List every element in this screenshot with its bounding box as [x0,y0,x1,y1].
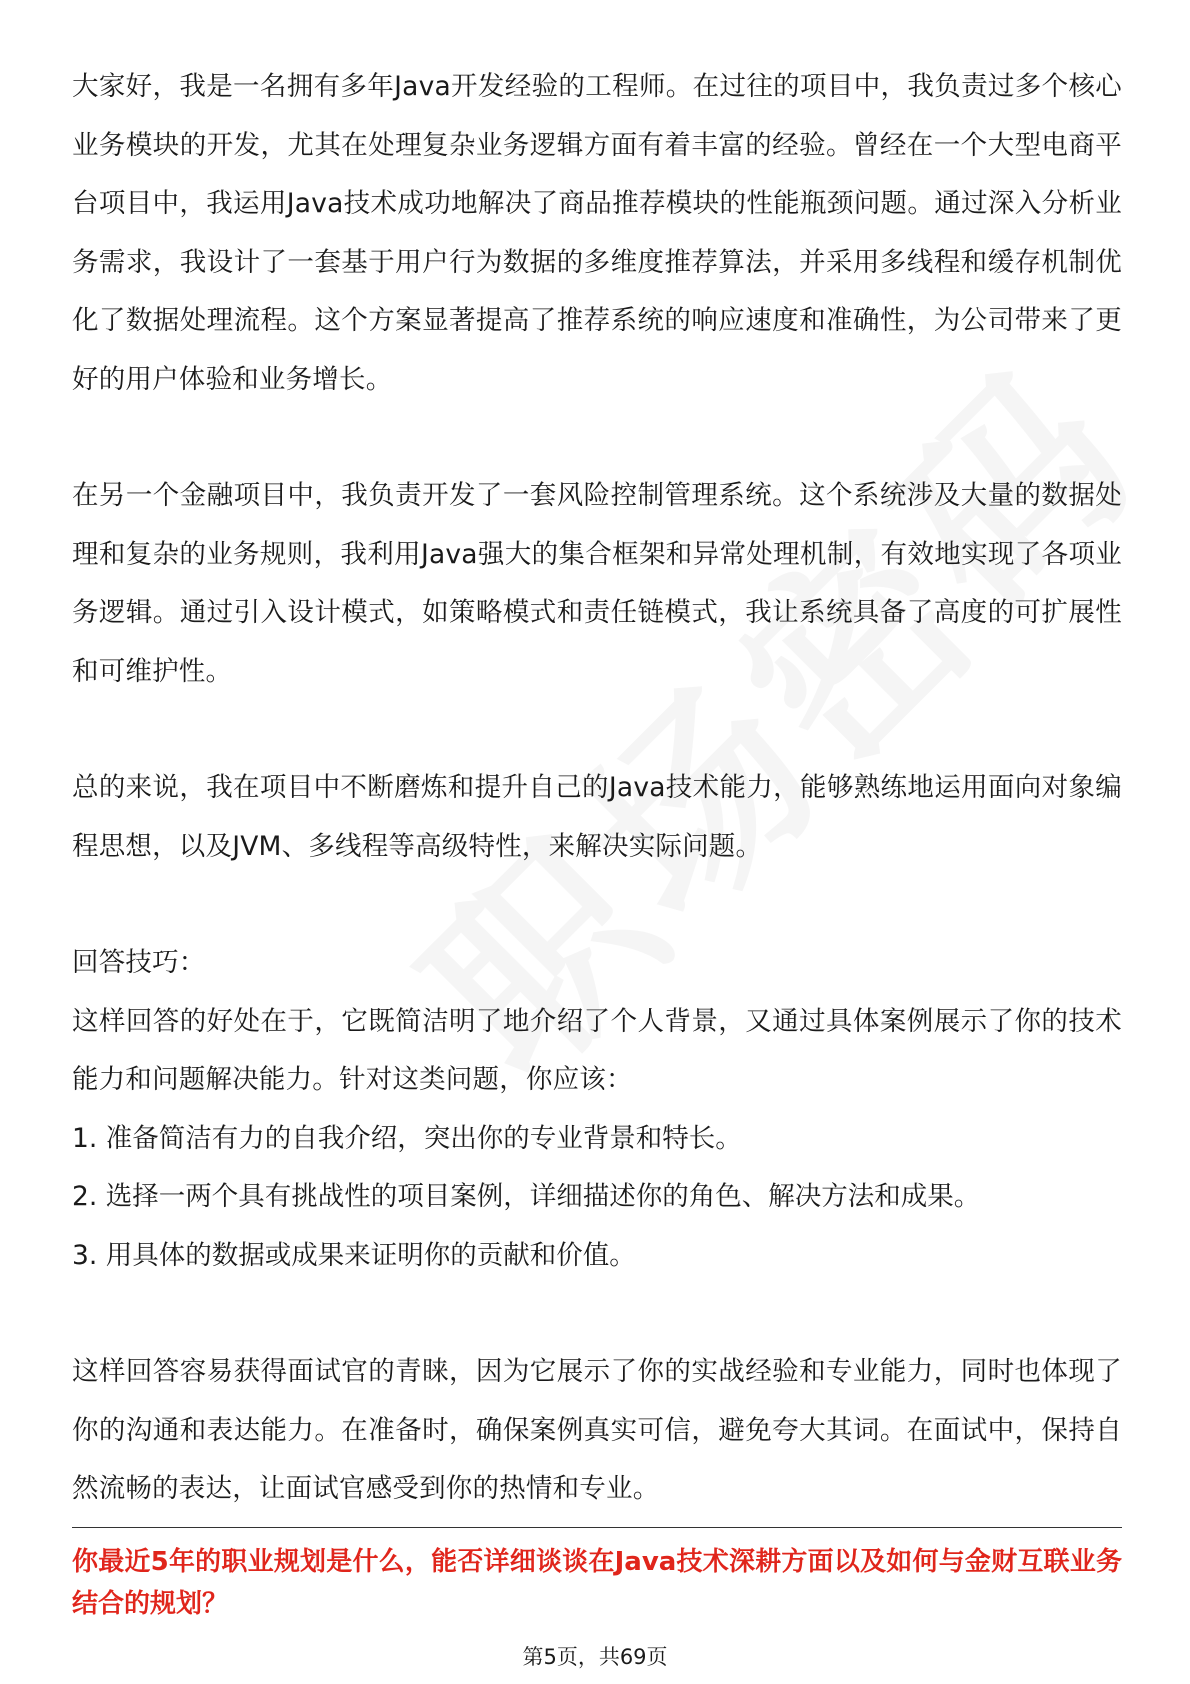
answer-paragraph-3: 总的来说，我在项目中不断磨炼和提升自己的Java技术能力，能够熟练地运用面向对象编程思想，以及JVM、多线程等高级特性，来解决实际问题。 [72,772,1122,862]
paragraph-spacer [72,409,1122,467]
tips-heading: 回答技巧： [72,947,206,978]
answer-paragraph-4: 这样回答容易获得面试官的青睐，因为它展示了你的实战经验和专业能力，同时也体现了你的沟通和表达能力。在准备时，确保案例真实可信，避免夸大其词。在面试中，保持自然流畅的表达，让面试官感受到你的热情和专业。 [72,1356,1122,1504]
paragraph-spacer [72,701,1122,759]
section-divider [72,1527,1122,1528]
answer-paragraph-1: 大家好，我是一名拥有多年Java开发经验的工程师。在过往的项目中，我负责过多个核心业务模块的开发，尤其在处理复杂业务逻辑方面有着丰富的经验。曾经在一个大型电商平台项目中，我运用Java技术成功地解决了商品推荐模块的性能瓶颈问题。通过深入分析业务需求，我设计了一套基于用户行为数据的多维度推荐算法，并采用多线程和缓存机制优化了数据处理流程。这个方案显著提高了推荐系统的响应速度和准确性，为公司带来了更好的用户体验和业务增长。 [72,71,1122,395]
paragraph-spacer [72,876,1122,934]
next-question-heading: 你最近5年的职业规划是什么，能否详细谈谈在Java技术深耕方面以及如何与金财互联业务结合的规划？ [72,1547,1122,1619]
tips-list-item-2: 2. 选择一两个具有挑战性的项目案例，详细描述你的角色、解决方法和成果。 [72,1181,981,1212]
tips-intro: 这样回答的好处在于，它既简洁明了地介绍了个人背景，又通过具体案例展示了你的技术能力和问题解决能力。针对这类问题，你应该： [72,1005,1122,1095]
paragraph-spacer [72,1285,1122,1343]
page-number: 第5页，共69页 [522,1645,668,1669]
answer-paragraph-2: 在另一个金融项目中，我负责开发了一套风险控制管理系统。这个系统涉及大量的数据处理和复杂的业务规则，我利用Java强大的集合框架和异常处理机制，有效地实现了各项业务逻辑。通过引入设计模式，如策略模式和责任链模式，我让系统具备了高度的可扩展性和可维护性。 [72,480,1122,687]
tips-list-item-1: 1. 准备简洁有力的自我介绍，突出你的专业背景和特长。 [72,1122,742,1154]
tips-list-item-3: 3. 用具体的数据或成果来证明你的贡献和价值。 [72,1239,636,1271]
answer-body [72,58,1122,1519]
